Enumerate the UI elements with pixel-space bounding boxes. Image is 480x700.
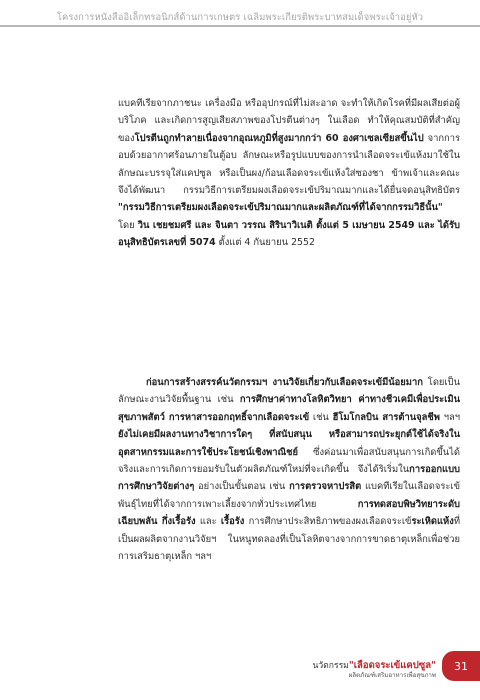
- bold-run: การออกแบบการศึกษาวิจัยต่างๆ: [118, 464, 460, 493]
- bold-run: การศึกษาค่าทางโลหิตวิทยา ค่าทางชีวเคมีเพื่อประเมินสุขภาพสัตว์ การหาสารออกฤทธิ์จากเลือดจระเข้: [118, 394, 460, 423]
- footer-title: [312, 660, 436, 672]
- paragraph-1: [118, 95, 460, 252]
- bold-run: ระเหิดแห้ง: [411, 516, 454, 528]
- footer-subtitle: ผลิตภัณฑ์เสริมอาหารเพื่อสุขภาพ: [348, 672, 436, 679]
- bold-run: วิน เชยชมศรี และ จินตา วรรณ สิรินาวิเนติ ตั้งแต่ 5 เมษายน 2549 และ ได้รับอนุสิทธิบัตรเลขที่ 5074: [118, 219, 460, 249]
- text-run: เช่น: [309, 411, 333, 423]
- text-run: โดย: [118, 219, 138, 231]
- bold-run: การทดสอบพิษวิทยาระดับเฉียบพลัน กึ่งเรื้อรัง: [118, 498, 460, 528]
- bold-run: ก่อนการสร้างสรรค์นวัตกรรมฯ งานวิจัยเกี่ยวกับเลือดจระเข้มีน้อยมาก: [146, 377, 423, 388]
- text-run: แบคทีเรียจากภาชนะ เครื่องมือ หรืออุปกรณ์ที่ไม่สะอาด จะทำให้เกิดโรคที่มีผลเสียต่อผู้บริโภค และเกิดการสูญเสียสภาพของโปรตีนต่างๆ ในเลือด ทำให้คุณสมบัติที่สำคัญของ: [118, 98, 460, 144]
- bold-run: การตรวจหาปรสิต: [289, 481, 362, 493]
- footer-highlight: "เลือดจระเข้แคปซูล": [348, 660, 436, 671]
- page-header: โครงการหนังสืออิเล็กทรอนิกส์ด้านการเกษตร เฉลิมพระเกียรติพระบาทสมเด็จพระเจ้าอยู่หัว: [56, 12, 424, 23]
- text-run: โดยเป็นลักษณะงานวิจัยพื้นฐาน เช่น: [118, 377, 460, 406]
- text-run: ที่เป็นผลผลิตจากงานวิจัยฯ ในหนูทดลองที่เป็นโลหิตจางจากการขาดธาตุเหล็กเพื่อช่วยการเสริมธาตุเหล็ก ฯลฯ: [118, 516, 460, 563]
- footer-prefix: นวัตกรรม: [312, 661, 349, 671]
- page-number-tab: [442, 651, 480, 681]
- text-run: ซึ่งค่อนมาเพื่อสนับสนุนการเกิดขึ้นได้จริงและการเกิดการยอมรับในตัวผลิตภัณฑ์ใหม่ที่จะเกิดขึ้น จึงได้ริเริ่มใน: [118, 446, 460, 476]
- footer-caption: [312, 660, 436, 680]
- text-run: ฯลฯ: [439, 411, 460, 423]
- text-run: ตั้งแต่ 4 กันยายน 2552: [215, 237, 315, 249]
- header-divider: [0, 25, 480, 27]
- bold-run: โปรตีนถูกทำลายเนื่องจากอุณหภูมิที่สูงมากกว่า 60 องศาเซลเซียสขึ้นไป: [134, 132, 424, 144]
- text-run: แบคทีเรียในเลือดจระเข้พันธุ์ไทยที่ได้จากการเพาะเลี้ยงจากทั่วประเทศไทย: [118, 481, 461, 510]
- bold-run: ยังไม่เคยมีผลงานทางวิชาการใดๆ ที่สนับสนุน หรือสามารถประยุกต์ใช้ได้จริงในอุตสาหกรรมและการใช้ประโยชน์เชิงพาณิชย์: [118, 429, 460, 458]
- page-number: 31: [454, 659, 468, 673]
- bold-run: เรื้อรัง: [220, 516, 245, 528]
- bold-run: "กรรมวิธีการเตรียมผงเลือดจระเข้ปริมาณมากและผลิตภัณฑ์ที่ได้จากกรรมวิธีนั้น": [118, 202, 443, 214]
- text-run: อย่างเป็นขั้นตอน เช่น: [194, 481, 290, 493]
- text-run: จากการอบด้วยอากาศร้อนภายในตู้อบ ลักษณะหรือรูปแบบของการนำเลือดจระเข้แห้งมาใช้ในลักษณะบรรจุใส่แคปซูล หรือเป็นผง/ก้อนเลือดจระเข้แห้งใส่ซองชา ข้าพเจ้าและคณะ จึงได้พัฒนา กรรมวิธีการเตรียมผงเลือดจระเข้ปริมาณมากและได้ยื่นจดอนุสิทธิบัตร: [118, 132, 460, 197]
- text-run: การศึกษาประสิทธิภาพของผงเลือดจระเข้: [244, 516, 412, 528]
- bold-run: ฮีโมโกลบิน สารต้านจุลชีพ: [332, 411, 440, 423]
- paragraph-2: [118, 374, 460, 565]
- text-run: และ: [195, 516, 221, 528]
